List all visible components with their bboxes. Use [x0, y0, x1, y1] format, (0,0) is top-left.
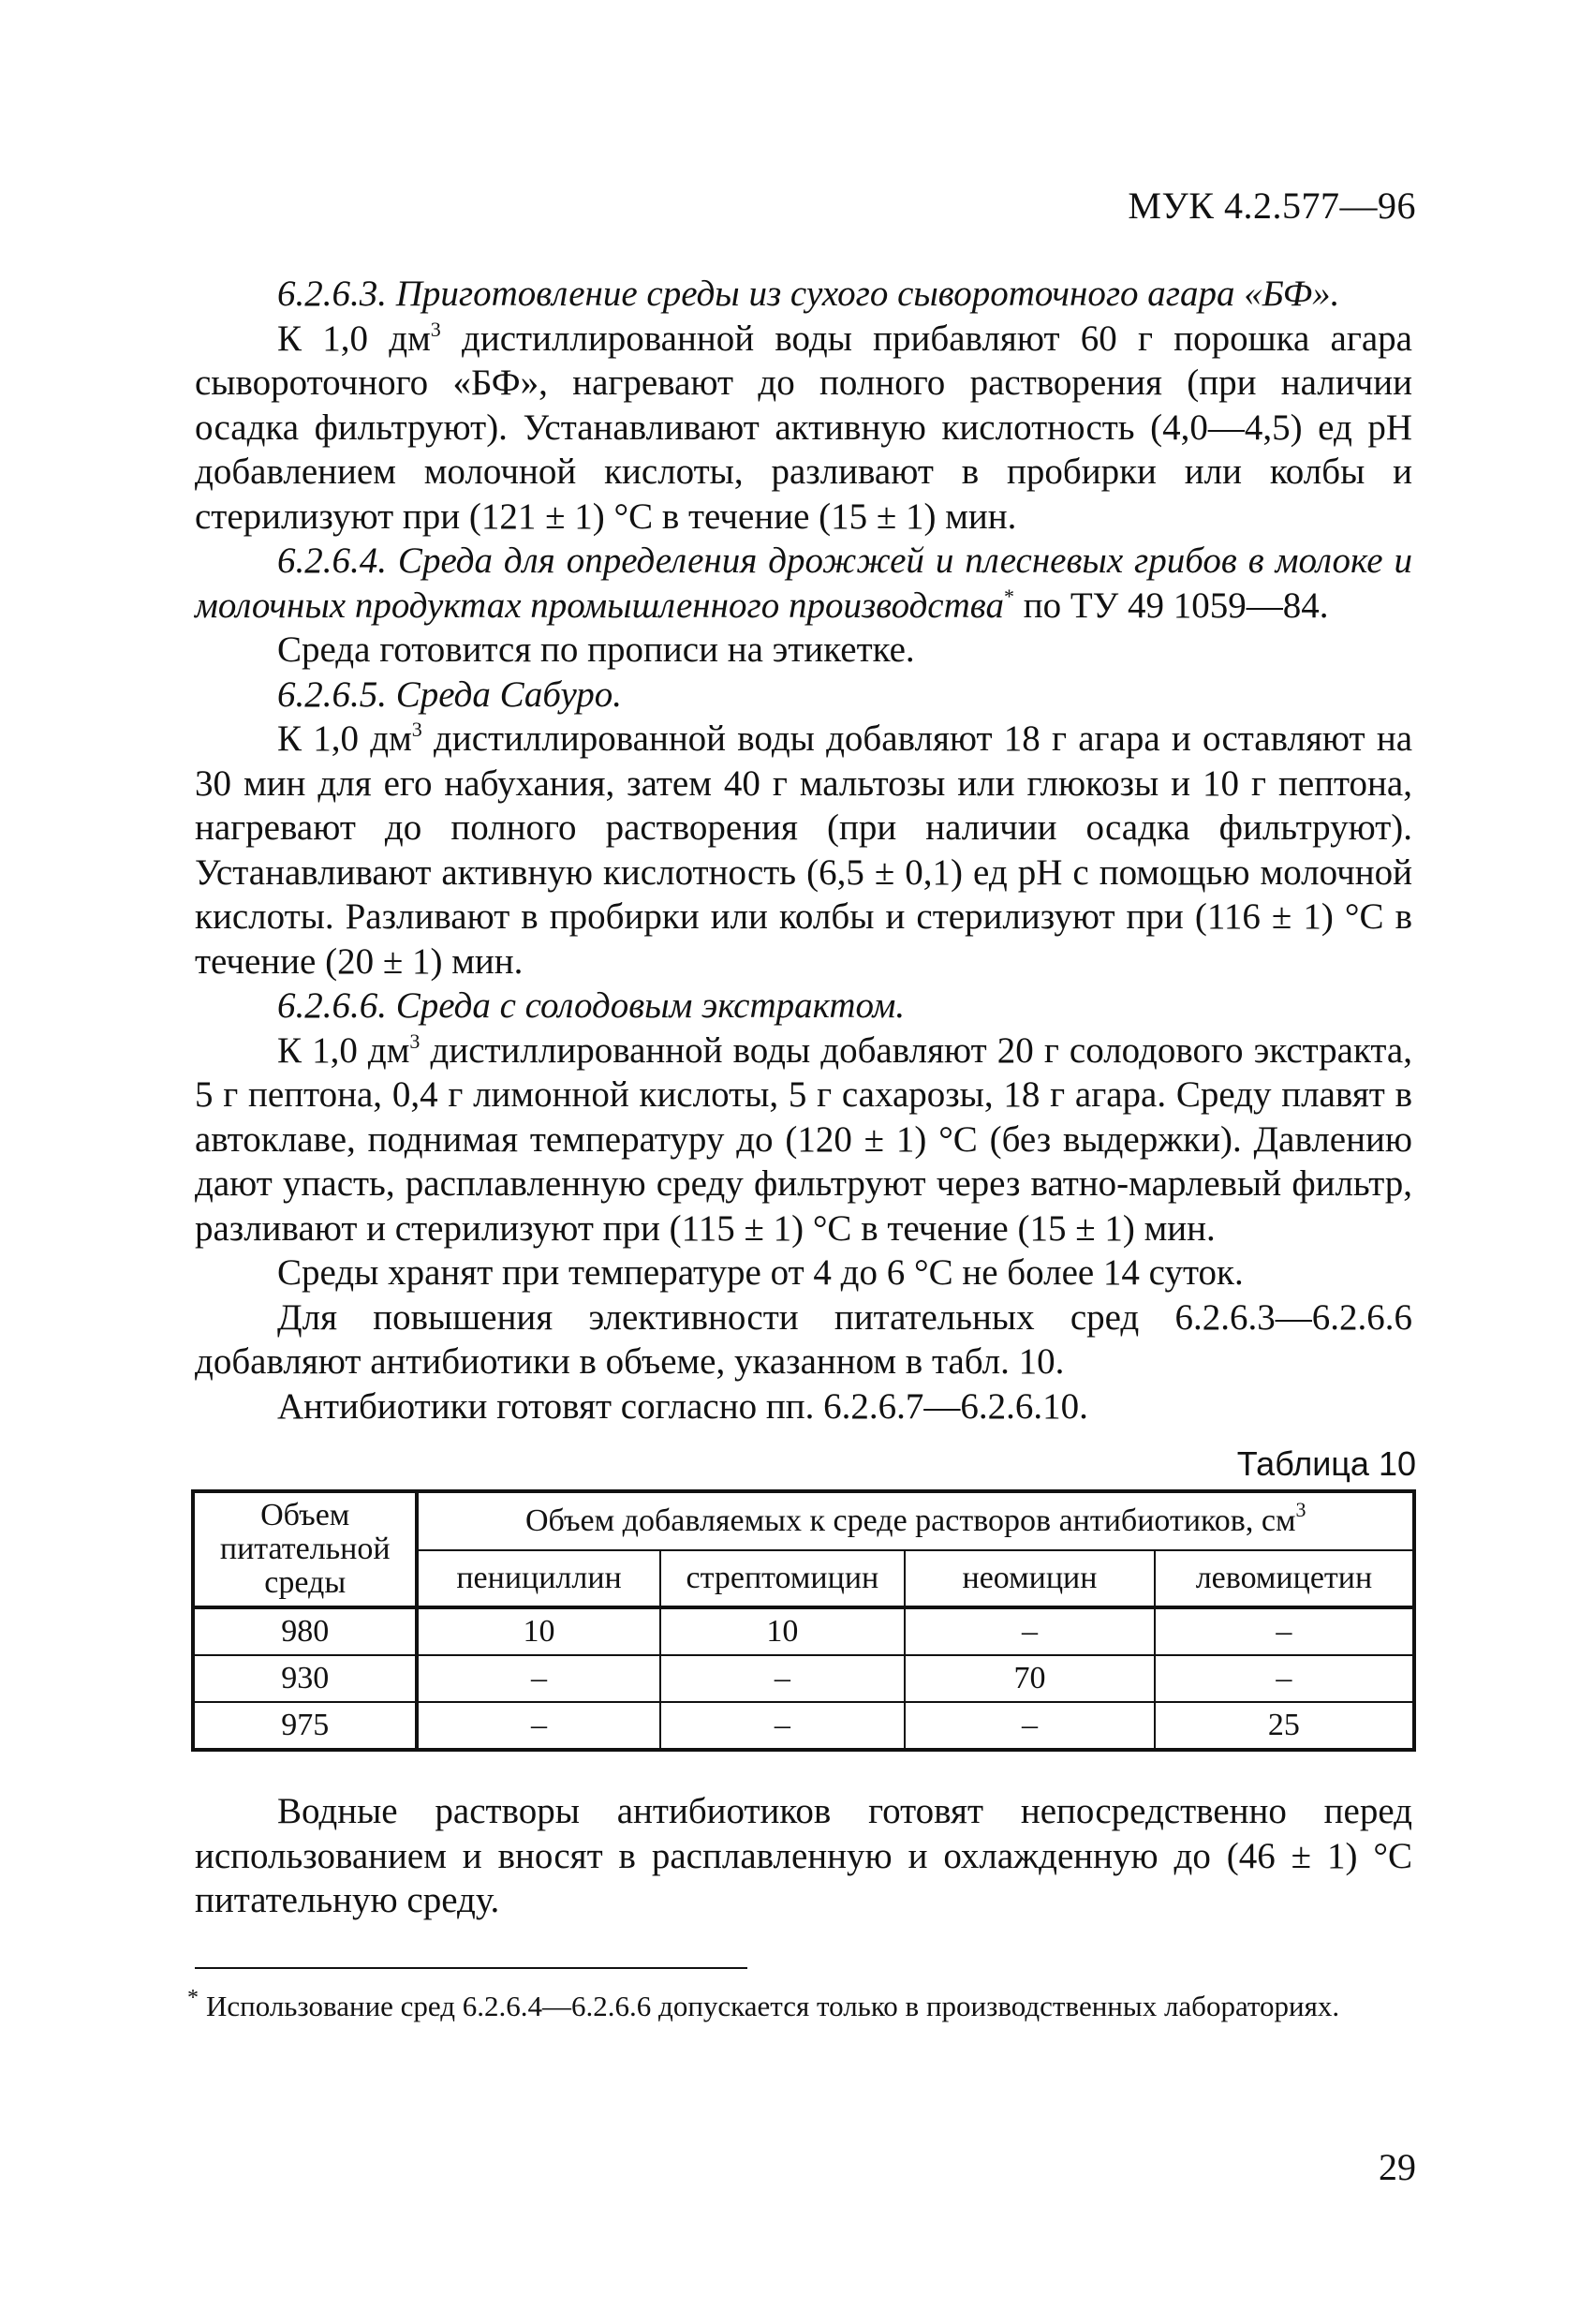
- aqueous-solutions-paragraph: Водные растворы антибиотиков готовят непосредственно перед использованием и вносят в расплавленную и охлажденную до (46 ± 1) °С питательную среду.: [195, 1791, 1412, 1920]
- table-cell: 980: [193, 1607, 417, 1655]
- table-cell: 25: [1155, 1702, 1414, 1750]
- table-cell: 975: [193, 1702, 417, 1750]
- s6-superscript: 3: [409, 1029, 421, 1053]
- section-6-2-6-6-text: [195, 1029, 1412, 1251]
- table-cell: –: [1155, 1655, 1414, 1702]
- table-cell: 10: [660, 1607, 905, 1655]
- s5-text-rest: дистиллированной воды добавляют 18 г агара и оставляют на 30 мин для его набухания, затем 40 г мальтозы или глюкозы и 10 г пептона, нагревают до полного растворения (при наличии осадка фильтруют). Устанавливают активную кислотность (6,5 ± 0,1) ед pH с помощью молочной кислоты. Разливают в пробирки или колбы и стерилизуют при (116 ± 1) °С в течение (20 ± 1) мин.: [195, 718, 1413, 982]
- body-text: [195, 272, 1412, 1428]
- footnote: [187, 1988, 1339, 2025]
- after-table-text: [195, 1789, 1412, 1923]
- section-6-2-6-4-title: [195, 539, 1412, 628]
- section-6-2-6-3-text: [195, 317, 1412, 540]
- footnote-text: Использование сред 6.2.6.4—6.2.6.6 допускается только в производственных лабораториях.: [206, 1990, 1340, 2022]
- s3-text-start: К 1,0 дм: [277, 318, 431, 359]
- section-6-2-6-5-text: [195, 717, 1412, 984]
- table-header-levomycetin: левомицетин: [1155, 1550, 1414, 1607]
- section-6-2-6-3-title: 6.2.6.3. Приготовление среды из сухого сывороточного агара «БФ».: [277, 274, 1340, 314]
- storage-paragraph: Среды хранят при температуре от 4 до 6 °С не более 14 суток.: [277, 1252, 1244, 1293]
- table-header-neomycin: неомицин: [905, 1550, 1155, 1607]
- s4-title-tail: по ТУ 49 1059—84.: [1013, 585, 1329, 626]
- table-cell: –: [905, 1607, 1155, 1655]
- section-6-2-6-4-text: Среда готовится по прописи на этикетке.: [277, 629, 915, 670]
- table-row: [193, 1655, 1414, 1702]
- s3-text-rest: дистиллированной воды прибавляют 60 г порошка агара сывороточного «БФ», нагревают до полного растворения (при наличии осадка фильтруют). Устанавливают активную кислотность (4,0—4,5) ед pH добавлением молочной кислоты, разливают в пробирки или колбы и стерилизуют при (121 ± 1) °С в течение (15 ± 1) мин.: [195, 318, 1412, 537]
- table-row: [193, 1607, 1414, 1655]
- s3-superscript: 3: [430, 317, 441, 341]
- s5-superscript: 3: [411, 718, 422, 741]
- table-cell: –: [1155, 1607, 1414, 1655]
- s5-text-start: К 1,0 дм: [277, 718, 412, 759]
- antibiotics-paragraph: Антибиотики готовят согласно пп. 6.2.6.7—6.2.6.10.: [277, 1385, 1088, 1427]
- s6-text-rest: дистиллированной воды добавляют 20 г солодового экстракта, 5 г пептона, 0,4 г лимонной кислоты, 5 г сахарозы, 18 г агара. Среду плавят в автоклаве, поднимая температуру до (120 ± 1) °С (без выдержки). Давлению дают упасть, расплавленную среду фильтруют через ватно-марлевый фильтр, разливают и стерилизуют при (115 ± 1) °С в течение (15 ± 1) мин.: [195, 1029, 1412, 1249]
- table-cell: 10: [417, 1607, 659, 1655]
- electivity-paragraph: Для повышения элективности питательных сред 6.2.6.3—6.2.6.6 добавляют антибиотики в объеме, указанном в табл. 10.: [195, 1296, 1412, 1382]
- table-header-medium-volume: Объем питательной среды: [193, 1491, 417, 1607]
- table-caption: Таблица 10: [1236, 1444, 1416, 1483]
- table-cell: –: [417, 1702, 659, 1750]
- document-code-header: МУК 4.2.577—96: [1128, 185, 1416, 227]
- table-cell: 70: [905, 1655, 1155, 1702]
- table-row: [193, 1702, 1414, 1750]
- table-cell: –: [417, 1655, 659, 1702]
- footnote-divider: [195, 1967, 747, 1969]
- table-header-streptomycin: стрептомицин: [660, 1550, 905, 1607]
- table-cell: –: [660, 1655, 905, 1702]
- s6-text-start: К 1,0 дм: [277, 1029, 410, 1071]
- s4-title-italic: 6.2.6.4. Среда для определения дрожжей и плесневых грибов в молоке и молочных продуктах промышленного производства: [195, 540, 1412, 626]
- table-cell: –: [905, 1702, 1155, 1750]
- section-6-2-6-6-title: 6.2.6.6. Среда с солодовым экстрактом.: [277, 985, 906, 1026]
- table-cell: 930: [193, 1655, 417, 1702]
- table-group-superscript: 3: [1295, 1498, 1306, 1521]
- table-header-penicillin: пенициллин: [417, 1550, 659, 1607]
- section-6-2-6-5-title: 6.2.6.5. Среда Сабуро.: [277, 674, 623, 715]
- table-cell: –: [660, 1702, 905, 1750]
- footnote-marker: *: [187, 1986, 199, 2010]
- table-group-title: Объем добавляемых к среде растворов антибиотиков, см: [524, 1503, 1296, 1538]
- s4-footnote-marker: *: [1003, 584, 1014, 608]
- antibiotics-table: [191, 1489, 1416, 1752]
- page-number: 29: [1379, 2146, 1416, 2188]
- table-header-group: [417, 1491, 1414, 1550]
